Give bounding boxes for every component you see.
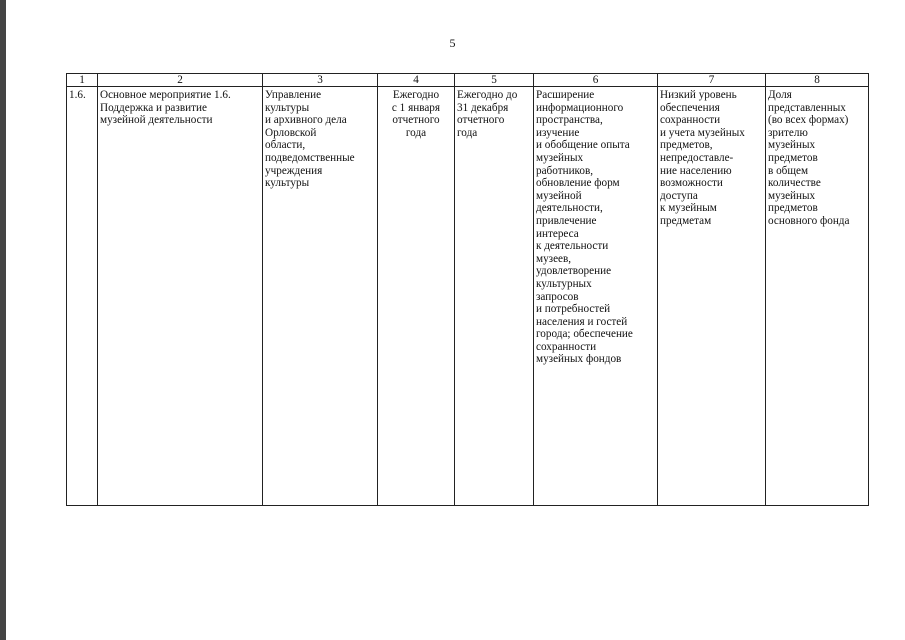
- header-col-5: 5: [455, 74, 534, 87]
- expected-result: Расширение информационного пространства, изучение и обобщение опыта музейных работников, обновление форм музейной деятельности, привлечение интереса к деятельности музеев, удовлетворение культурных запросов и потребностей населения и гостей города; обеспечение сохранности музейных фондов: [534, 87, 658, 506]
- header-col-7: 7: [658, 74, 766, 87]
- row-number: 1.6.: [67, 87, 98, 506]
- left-edge-bar: [0, 0, 6, 640]
- header-col-1: 1: [67, 74, 98, 87]
- measure-name: Основное мероприятие 1.6. Поддержка и развитие музейной деятельности: [98, 87, 263, 506]
- page-number: 5: [449, 36, 456, 50]
- table-row: [67, 87, 869, 506]
- header-col-4: 4: [378, 74, 455, 87]
- header-col-8: 8: [766, 74, 869, 87]
- measures-table: [66, 73, 869, 506]
- executor: Управление культуры и архивного дела Орловской области, подведомственные учреждения культуры: [263, 87, 378, 506]
- header-row: [67, 74, 869, 87]
- indicator: Доля представленных (во всех формах) зрителю музейных предметов в общем количестве музейных предметов основного фонда: [766, 87, 869, 506]
- end-date: Ежегодно до 31 декабря отчетного года: [455, 87, 534, 506]
- header-col-3: 3: [263, 74, 378, 87]
- header-col-2: 2: [98, 74, 263, 87]
- header-col-6: 6: [534, 74, 658, 87]
- consequence: Низкий уровень обеспечения сохранности и учета музейных предметов, непредоставле- ние населению возможности доступа к музейным предметам: [658, 87, 766, 506]
- start-date: Ежегодно с 1 января отчетного года: [378, 87, 455, 506]
